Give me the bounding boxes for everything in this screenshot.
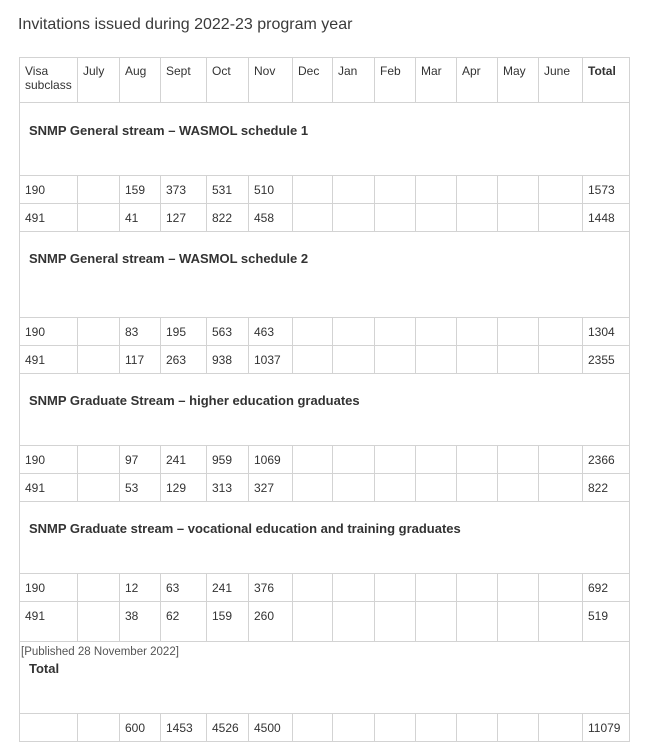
table-cell: [539, 714, 583, 742]
table-cell: 531: [207, 176, 249, 204]
table-cell: [293, 346, 333, 374]
table-row: [20, 446, 630, 474]
table-cell: [457, 346, 498, 374]
column-header: Apr: [457, 58, 498, 103]
table-cell: [457, 474, 498, 502]
table-cell: 2355: [583, 346, 630, 374]
table-cell: [457, 574, 498, 602]
published-note: [Published 28 November 2022]: [21, 646, 179, 658]
table-cell: 4500: [249, 714, 293, 742]
table-cell: 41: [120, 204, 161, 232]
table-cell: [539, 318, 583, 346]
table-cell: 376: [249, 574, 293, 602]
table-cell: [498, 176, 539, 204]
table-cell: [498, 318, 539, 346]
table-cell: [498, 346, 539, 374]
table-cell: 38: [120, 602, 161, 642]
table-cell: [78, 446, 120, 474]
table-cell: 491: [20, 204, 78, 232]
table-cell: 263: [161, 346, 207, 374]
table-cell: [293, 574, 333, 602]
table-cell: [333, 574, 375, 602]
column-header: Jan: [333, 58, 375, 103]
table-cell: 190: [20, 574, 78, 602]
column-header: Mar: [416, 58, 457, 103]
section-title: SNMP General stream – WASMOL schedule 1: [20, 103, 630, 176]
table-cell: [375, 574, 416, 602]
table-cell: [375, 204, 416, 232]
table-cell: 491: [20, 474, 78, 502]
table-cell: [333, 602, 375, 642]
table-cell: [333, 318, 375, 346]
column-header: June: [539, 58, 583, 103]
table-cell: 190: [20, 176, 78, 204]
table-cell: [20, 714, 78, 742]
table-cell: 159: [120, 176, 161, 204]
column-header: Aug: [120, 58, 161, 103]
table-cell: [78, 176, 120, 204]
table-cell: 4526: [207, 714, 249, 742]
table-cell: [416, 446, 457, 474]
table-cell: [457, 602, 498, 642]
table-cell: [375, 318, 416, 346]
section-title: SNMP Graduate stream – vocational education and training graduates: [20, 502, 630, 574]
table-row: [20, 176, 630, 204]
table-cell: 600: [120, 714, 161, 742]
table-cell: 241: [207, 574, 249, 602]
column-header: Nov: [249, 58, 293, 103]
table-cell: 190: [20, 318, 78, 346]
table-cell: [416, 574, 457, 602]
section-header-row: [20, 232, 630, 318]
table-cell: 692: [583, 574, 630, 602]
table-cell: 195: [161, 318, 207, 346]
table-cell: [457, 176, 498, 204]
table-cell: 1573: [583, 176, 630, 204]
table-cell: 327: [249, 474, 293, 502]
column-header: Dec: [293, 58, 333, 103]
table-cell: 190: [20, 446, 78, 474]
table-cell: 63: [161, 574, 207, 602]
table-cell: [457, 318, 498, 346]
table-cell: 491: [20, 602, 78, 642]
section-title: SNMP Graduate Stream – higher education graduates: [20, 374, 630, 446]
table-cell: 458: [249, 204, 293, 232]
table-cell: [333, 474, 375, 502]
column-header: Feb: [375, 58, 416, 103]
table-cell: [498, 446, 539, 474]
table-cell: [498, 474, 539, 502]
table-cell: [416, 602, 457, 642]
table-cell: [333, 714, 375, 742]
table-cell: 127: [161, 204, 207, 232]
column-header: Sept: [161, 58, 207, 103]
table-cell: [539, 602, 583, 642]
invitations-table: [19, 57, 630, 742]
table-cell: [416, 176, 457, 204]
section-header-row: [20, 103, 630, 176]
table-cell: [457, 446, 498, 474]
table-row: [20, 602, 630, 642]
table-cell: 159: [207, 602, 249, 642]
table-cell: [498, 574, 539, 602]
table-cell: [539, 346, 583, 374]
table-cell: 260: [249, 602, 293, 642]
table-cell: [78, 602, 120, 642]
table-cell: [539, 176, 583, 204]
table-cell: 938: [207, 346, 249, 374]
table-cell: [539, 204, 583, 232]
table-cell: [78, 574, 120, 602]
table-cell: 1037: [249, 346, 293, 374]
table-row: [20, 714, 630, 742]
section-header-row: [20, 502, 630, 574]
table-cell: [498, 602, 539, 642]
table-cell: 1069: [249, 446, 293, 474]
table-cell: 83: [120, 318, 161, 346]
table-cell: [333, 346, 375, 374]
table-caption: Invitations issued during 2022-23 program year: [18, 16, 353, 33]
table-cell: 822: [207, 204, 249, 232]
table-cell: [375, 346, 416, 374]
table-cell: [78, 204, 120, 232]
table-cell: [333, 446, 375, 474]
section-header-row: [20, 374, 630, 446]
header-row: [20, 58, 630, 103]
table-cell: [78, 714, 120, 742]
table-cell: [293, 474, 333, 502]
table-cell: 959: [207, 446, 249, 474]
table-cell: 97: [120, 446, 161, 474]
column-header: July: [78, 58, 120, 103]
table-cell: 12: [120, 574, 161, 602]
table-cell: 313: [207, 474, 249, 502]
table-cell: 463: [249, 318, 293, 346]
table-cell: 822: [583, 474, 630, 502]
table-cell: 2366: [583, 446, 630, 474]
table-cell: 373: [161, 176, 207, 204]
table-cell: [78, 474, 120, 502]
table-cell: [416, 346, 457, 374]
column-header-total: Total: [583, 58, 630, 103]
table-cell: 510: [249, 176, 293, 204]
table-cell: [539, 474, 583, 502]
table-cell: [416, 318, 457, 346]
table-cell: [539, 446, 583, 474]
table-cell: 11079: [583, 714, 630, 742]
table-cell: [375, 602, 416, 642]
table-cell: 62: [161, 602, 207, 642]
table-row: [20, 346, 630, 374]
table-cell: 563: [207, 318, 249, 346]
table-cell: [498, 714, 539, 742]
table-cell: [416, 204, 457, 232]
table-cell: [333, 176, 375, 204]
table-cell: [375, 474, 416, 502]
table-cell: 1453: [161, 714, 207, 742]
table-cell: [375, 714, 416, 742]
column-header: Oct: [207, 58, 249, 103]
table-row: [20, 474, 630, 502]
table-cell: 241: [161, 446, 207, 474]
table-cell: [416, 474, 457, 502]
section-title: Total: [20, 642, 630, 714]
table-cell: [78, 318, 120, 346]
table-cell: [293, 446, 333, 474]
table-cell: [539, 574, 583, 602]
section-title: SNMP General stream – WASMOL schedule 2: [20, 232, 630, 318]
table-cell: [293, 204, 333, 232]
table-cell: [416, 714, 457, 742]
table-cell: 519: [583, 602, 630, 642]
table-cell: [293, 602, 333, 642]
table-row: [20, 574, 630, 602]
table-cell: 1304: [583, 318, 630, 346]
table-cell: 53: [120, 474, 161, 502]
table-row: [20, 318, 630, 346]
table-cell: [333, 204, 375, 232]
table-cell: [457, 714, 498, 742]
table-cell: [375, 176, 416, 204]
column-header: Visa subclass: [20, 58, 78, 103]
table-cell: 117: [120, 346, 161, 374]
table-row: [20, 204, 630, 232]
table-cell: [293, 714, 333, 742]
table-cell: [78, 346, 120, 374]
table-cell: 129: [161, 474, 207, 502]
table-cell: 1448: [583, 204, 630, 232]
column-header: May: [498, 58, 539, 103]
table-cell: [375, 446, 416, 474]
table-cell: [498, 204, 539, 232]
table-cell: [457, 204, 498, 232]
table-cell: 491: [20, 346, 78, 374]
table-cell: [293, 318, 333, 346]
table-cell: [293, 176, 333, 204]
